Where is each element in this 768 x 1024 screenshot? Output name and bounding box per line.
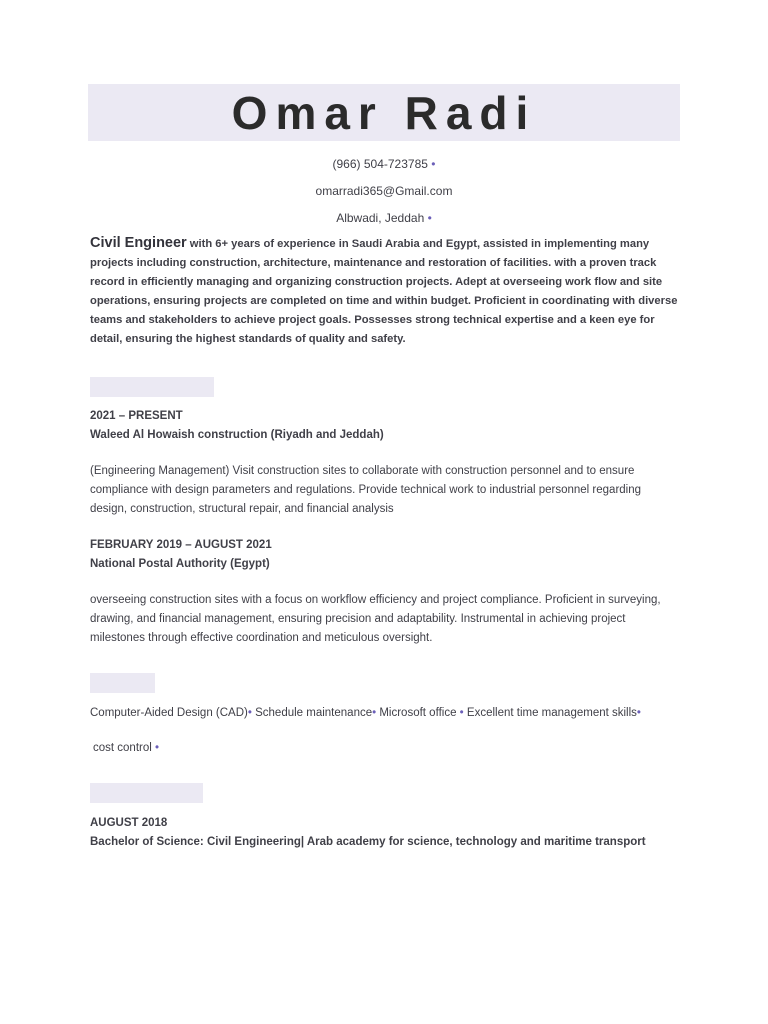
- skill-item: Microsoft office: [379, 707, 457, 719]
- contact-phone-line: [0, 157, 768, 171]
- name-banner: [88, 84, 680, 141]
- experience-section-bar: [90, 377, 214, 397]
- email-address: omarradi365@Gmail.com: [315, 184, 453, 198]
- candidate-name: Omar Radi: [231, 87, 537, 139]
- experience-2-company: National Postal Authority (Egypt): [90, 558, 270, 570]
- skills-line-2: [93, 739, 159, 758]
- bullet-icon: •: [247, 707, 252, 719]
- skills-section-bar: [90, 673, 155, 693]
- summary-text: with 6+ years of experience in Saudi Arabia and Egypt, assisted in implementing many projects including construction, architecture, maintenance and restoration of facilities. with a proven track record in efficiently managing and organizing construction projects. Adept at overseeing work flow and site operations, ensuring projects are completed on time and within budget. Proficient in coordinating with diverse teams and stakeholders to achieve project goals. Possesses strong technical expertise and a keen eye for detail, ensuring the highest standards of quality and safety.: [90, 238, 678, 345]
- bullet-icon: •: [636, 707, 641, 719]
- phone-number: (966) 504-723785: [332, 157, 428, 171]
- bullet-icon: •: [459, 707, 464, 719]
- skill-item: Computer-Aided Design (CAD): [90, 707, 248, 719]
- bullet-icon: •: [155, 742, 160, 754]
- location: Albwadi, Jeddah: [336, 211, 425, 225]
- professional-summary: [90, 234, 680, 349]
- experience-1-period: 2021 – PRESENT: [90, 410, 183, 422]
- experience-2-period: FEBRUARY 2019 – AUGUST 2021: [90, 539, 272, 551]
- bullet-icon: •: [427, 211, 432, 225]
- skill-item: Excellent time management skills: [466, 707, 637, 719]
- skills-line: [90, 704, 690, 723]
- experience-1-description: (Engineering Management) Visit construction sites to collaborate with construction personnel and to ensure compliance with design parameters and regulations. Provide technical work to industrial personnel regarding design, construction, structural repair, and financial analysis: [90, 465, 642, 515]
- bullet-icon: •: [372, 707, 377, 719]
- experience-1-company: Waleed Al Howaish construction (Riyadh and Jeddah): [90, 429, 384, 441]
- education-date: AUGUST 2018: [90, 817, 168, 829]
- education-degree: Bachelor of Science: Civil Engineering| Arab academy for science, technology and maritime transport: [90, 836, 646, 848]
- experience-2-description: overseeing construction sites with a focus on workflow efficiency and project compliance. Proficient in surveying, drawing, and financial management, ensuring precision and adaptability. Instrumental in achieving project milestones through effective coordination and meticulous oversight.: [90, 594, 661, 644]
- bullet-icon: •: [431, 157, 436, 171]
- contact-email-line: [0, 184, 768, 198]
- job-title: Civil Engineer: [90, 235, 187, 251]
- skill-item: Schedule maintenance: [255, 707, 373, 719]
- education-section-bar: [90, 783, 203, 803]
- contact-location-line: [0, 211, 768, 225]
- skill-item: cost control: [93, 742, 152, 754]
